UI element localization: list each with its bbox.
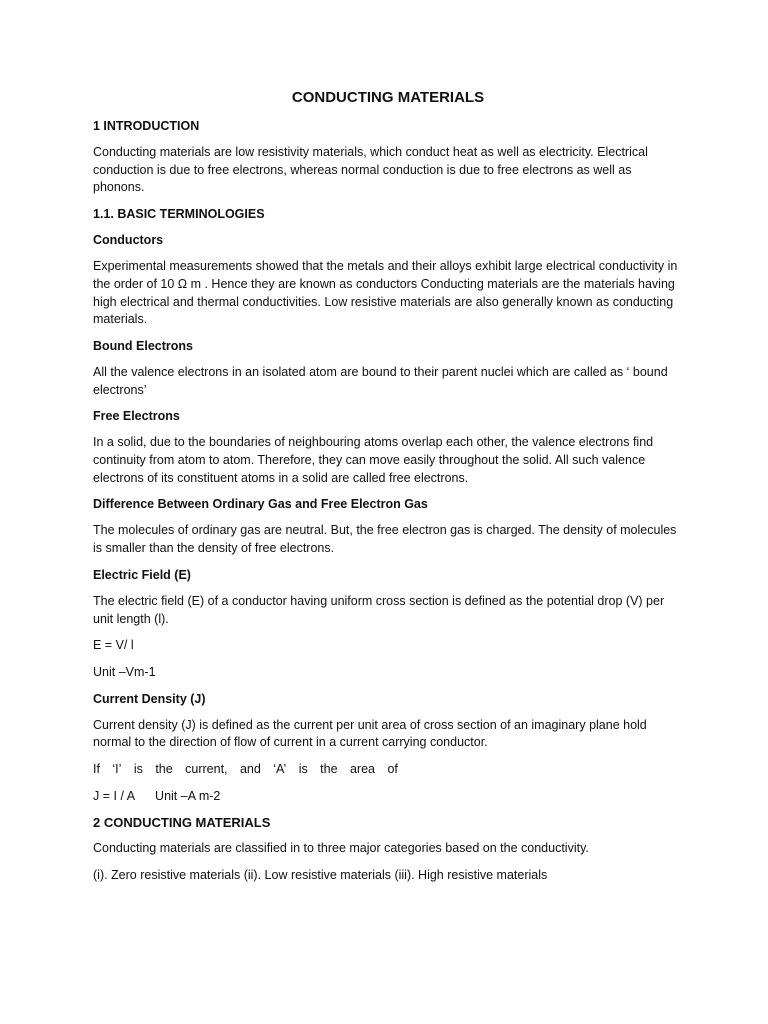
if-word: of <box>387 762 398 777</box>
if-word: is <box>298 762 308 777</box>
if-word: If <box>93 762 100 777</box>
if-word: ‘I’ <box>112 762 122 777</box>
conductors-heading: Conductors <box>93 233 164 248</box>
document-page <box>93 88 683 894</box>
electric-field-heading: Electric Field (E) <box>93 567 191 582</box>
current-density-formula-line <box>93 788 683 806</box>
electric-field-unit: Unit –Vm-1 <box>93 664 156 679</box>
current-density-heading: Current Density (J) <box>93 691 206 706</box>
conducting-materials-list: (i). Zero resistive materials (ii). Low resistive materials (iii). High resistive materials <box>93 868 548 883</box>
if-word: ‘A’ <box>273 762 287 777</box>
conducting-materials-heading: 2 CONDUCTING MATERIALS <box>93 815 271 831</box>
if-word: the <box>155 762 173 777</box>
difference-paragraph: The molecules of ordinary gas are neutral. But, the free electron gas is charged. The density of molecules is smaller than the density of free electrons. <box>93 523 677 556</box>
if-word: the <box>320 762 338 777</box>
if-word: current, <box>185 762 228 777</box>
if-word: area <box>349 762 376 777</box>
free-electrons-paragraph: In a solid, due to the boundaries of neighbouring atoms overlap each other, the valence electrons find continuity from atom to atom. Therefore, they can move easily throughout the solid. All such valence electrons of its constituent atoms in a solid are called free electrons. <box>93 435 654 485</box>
free-electrons-heading: Free Electrons <box>93 409 180 424</box>
intro-paragraph: Conducting materials are low resistivity materials, which conduct heat as well as electricity. Electrical conduction is due to free electrons, whereas normal conduction is due to free electrons as well as phonons. <box>93 145 648 195</box>
difference-heading: Difference Between Ordinary Gas and Free Electron Gas <box>93 497 428 512</box>
if-word: and <box>239 762 261 777</box>
if-word: is <box>133 762 143 777</box>
electric-field-paragraph: The electric field (E) of a conductor having uniform cross section is defined as the potential drop (V) per unit length (l). <box>93 593 665 626</box>
bound-electrons-paragraph: All the valence electrons in an isolated atom are bound to their parent nuclei which are called as ‘ bound electrons’ <box>93 364 668 397</box>
basic-terminologies-heading: 1.1. BASIC TERMINOLOGIES <box>93 207 265 222</box>
intro-heading: 1 INTRODUCTION <box>93 119 200 133</box>
current-density-paragraph: Current density (J) is defined as the current per unit area of cross section of an imaginary plane hold normal to the direction of flow of current in a current carrying conductor. <box>93 717 647 750</box>
if-statement-line <box>93 761 398 779</box>
conductors-paragraph: Experimental measurements showed that the metals and their alloys exhibit large electrical conductivity in the order of 10 Ω m . Hence they are known as conductors Conducting materials are the materials having high electrical and thermal conductivities. Low resistive materials are also generally known as conducting materials. <box>93 259 678 327</box>
current-density-unit: Unit –A m-2 <box>155 788 221 803</box>
bound-electrons-heading: Bound Electrons <box>93 338 194 353</box>
conducting-materials-paragraph: Conducting materials are classified in to three major categories based on the conductivity. <box>93 841 589 856</box>
current-density-formula: J = I / A <box>93 788 136 803</box>
electric-field-formula: E = V/ l <box>93 638 134 653</box>
page-title: CONDUCTING MATERIALS <box>291 89 485 106</box>
